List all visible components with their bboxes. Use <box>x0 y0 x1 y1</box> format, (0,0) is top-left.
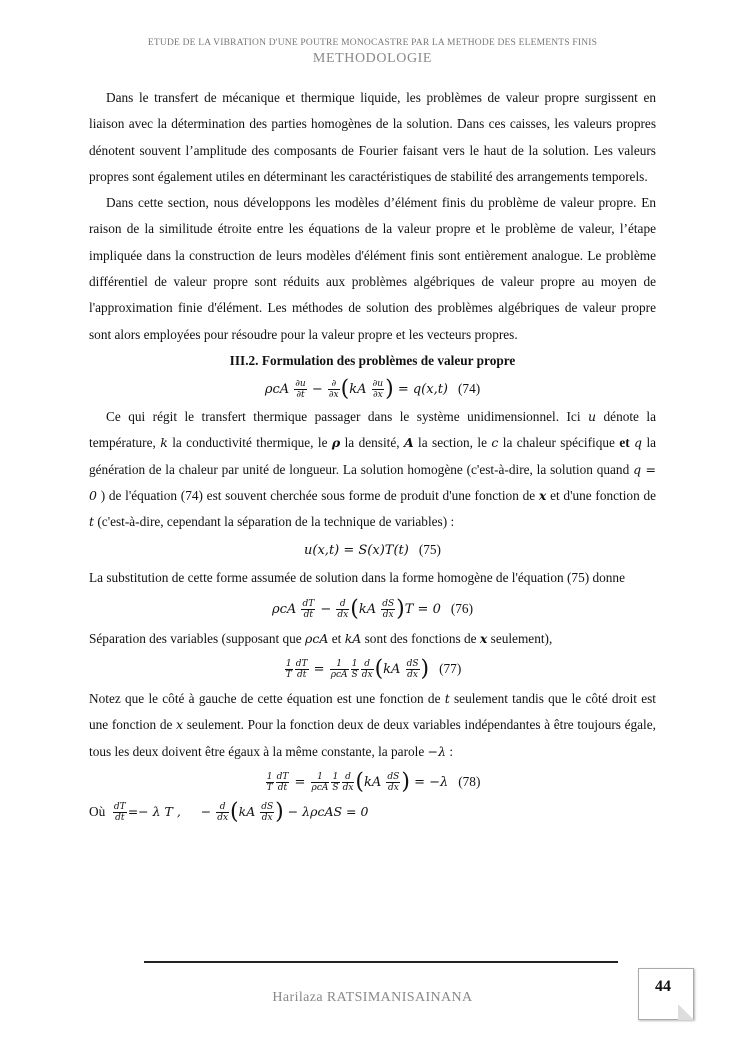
paragraph-4: La substitution de cette forme assumée de solution dans la forme homogène de l'équation (75) donne <box>89 570 625 586</box>
paragraph-3: Ce qui régit le transfert thermique passager dans le système unidimensionnel. Ici u dénote la température, k la conductivité thermique, le ρ la densité, A la section, le c la chaleur spécifique et q la génération de la chaleur par unité de longueur. La solution homogène (c'est-à-dire, la solution quand q = 0 ) de l'équation (74) est souvent cherchée sous forme de produit d'une fonction de x et d'une fonction de t (c'est-à-dire, cependant la séparation de la technique de variables) : <box>89 408 657 530</box>
page-number-box <box>638 968 694 1020</box>
equation-75: u(x,t) = S(x)T(t) (75) <box>304 542 441 559</box>
equation-77: $\frac{1}{T}$ $\frac{dT}{dt}$ = $\frac{1}{\text{ρcA}}$ $\frac{1}{S}$ $\frac{d}{dx}$ (kA $\frac{dS}{dx}$ ) (77) <box>285 656 462 682</box>
equation-number: (77) <box>439 661 462 677</box>
page-body <box>89 85 656 826</box>
page-curl-decoration <box>678 1004 694 1020</box>
paragraph-1: Dans le transfert de mécanique et thermique liquide, les problèmes de valeur propre surgissent en liaison avec la détermination des parties homogènes de la solution. Dans ces caisses, les valeurs propres dénotent souvent l’amplitude des composants de Fourier faisant vers le haut de la solution. Les valeurs propres sont également utiles en déterminant les caractéristiques de stabilité des arrangements temporels. <box>89 90 656 184</box>
equation-78: $\frac{1}{T}$ $\frac{dT}{dt}$ = $\frac{1}{\text{ρcA}}$ $\frac{1}{S}$ $\frac{d}{dx}$ (kA $\frac{dS}{dx}$ ) = −λ (78) <box>266 769 481 795</box>
equation-number: (74) <box>458 380 481 396</box>
equation-74: ρcA $\frac{\partial u}{\partial t}$ − $\frac{\partial}{\partial x}$ (kA $\frac{\partial u}{\partial x}$ ) = q(x,t) (74) <box>264 376 481 402</box>
equation-number: (75) <box>418 542 441 558</box>
section-title: METHODOLOGIE <box>312 51 433 66</box>
paragraph-2: Dans cette section, nous développons les modèles d’élément finis du problème de valeur propre. En raison de la similitude étroite entre les équations de la valeur propre et le problème de valeur, l’étape impliquée dans la construction de leurs modèles d'élément finis sont entièrement analogue. Le problème différentiel de valeur propre sont réduits aux problèmes algébriques de valeur propre au moyen de l'approximation finie d'élément. Les méthodes de solution des problèmes algébriques de valeur propre sont alors employées pour résoudre pour la valeur propre et les vecteurs propres. <box>89 195 656 342</box>
equation-number: (78) <box>458 773 481 789</box>
page-number: 44 <box>655 978 671 995</box>
footer-author: Harilaza RATSIMANISAINANA <box>272 990 473 1005</box>
paragraph-5: Séparation des variables (supposant que ρcA et kA sont des fonctions de x seulement), <box>89 630 553 646</box>
footer-rule <box>144 961 618 963</box>
paragraph-6: Notez que le côté à gauche de cette équation est une fonction de t seulement tandis que le côté droit est une fonction de x seulement. Pour la fonction deux de deux variables indépendantes à être toujours égale, tous les deux doivent être égaux à la même constante, la parole −λ : <box>89 691 656 759</box>
running-header: ETUDE DE LA VIBRATION D'UNE POUTRE MONOCASTRE PAR LA METHODE DES ELEMENTS FINIS <box>147 38 598 48</box>
equation-number: (76) <box>450 600 474 616</box>
section-heading: III.2. Formulation des problèmes de valeur propre <box>229 352 516 368</box>
equation-79-line: Où $\frac{dT}{dt}$ =− λ T , − $\frac{d}{dx}$ (kA $\frac{dS}{dx}$ ) − λρcAS = 0 <box>89 799 369 825</box>
equation-76: ρcA $\frac{dT}{dt}$ − $\frac{d}{dx}$ (kA $\frac{dS}{dx}$ )T = 0 (76) <box>271 596 474 622</box>
